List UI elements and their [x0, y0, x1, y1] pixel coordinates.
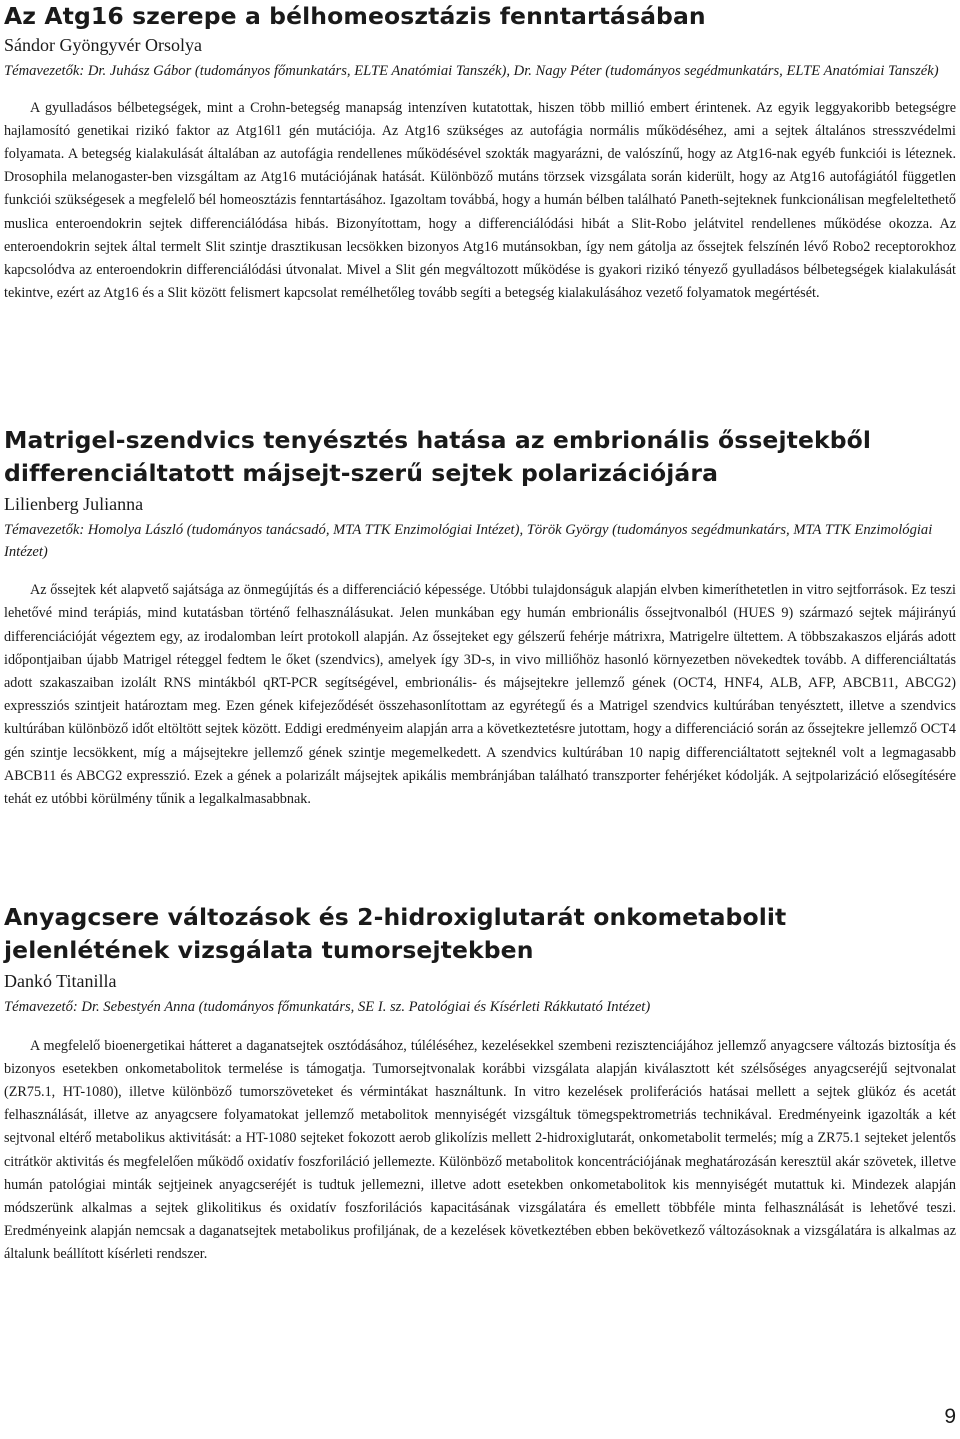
- article-abstract: Az őssejtek két alapvető sajátsága az önmegújítás és a differenciáció képessége. Utóbbi tulajdonságuk alapján elvben kimeríthetetlen in vitro sejtforrások. Ez teszi lehetővé mind terápiás, mind kutatásban történő felhasználásukat. Jelen munkában egy humán embrionális őssejtvonalból (HUES 9) származó sejtek májirányú differenciációját végeztem egy, az irodalomban leírt protokoll alapján. Az őssejteket egy gélszerű fehérje mátrixra, Matrigelre ültettem. A többszakaszos eljárás adott időpontjaiban újabb Matrigel réteggel fedtem le őket (szendvics), amelyek így 3D-s, in vivo milliőhöz hasonló környezetben növekedtek tovább. A differenciáltatás adott szakaszaiban izolált RNS mintákból qRT-PCR segítségével, embrionális- és májsejtekre jellemző gének (OCT4, HNF4, ALB, AFP, ABCB11, ABCG2) expressziós szintjeit határoztam meg. Ezen gének kifejeződését összehasonlítottam az egyrétegű és a Matrigel szendvics kultúrában tenyésztett, illetve a szendvics kultúrában különböző időt eltöltött sejtek között. Eddigi eredményeim alapján arra a következtetésre jutottam, hogy a differenciáció során az őssejtekre jellemző OCT4 gén szintje lecsökkent, míg a májsejtekre jellemző gének szintje megemelkedett. A szendvics kultúrában 10 napig differenciáltatott sejteknél volt a legmagasabb ABCB11 és ABCG2 expresszió. Ezek a gének a polarizált májsejtek apikális membránjában található transzporter fehérjéket kódolják. A sejtpolarizáció elősegítésére tehát ez utóbbi körülmény tűnik a legalkalmasabbnak.: [4, 582, 956, 808]
- article-author: Sándor Gyöngyvér Orsolya: [4, 35, 202, 55]
- article-title: Az Atg16 szerepe a bélhomeosztázis fenntartásában: [4, 2, 706, 30]
- article-metabolism: [4, 901, 956, 1267]
- article-atg16: [4, 0, 956, 305]
- article-title: Matrigel-szendvics tenyésztés hatása az embrionális őssejtekből differenciáltatott májsejt-szerű sejtek polarizációjára: [4, 426, 872, 487]
- article-supervisor: Témavezetők: Dr. Juhász Gábor (tudományos főmunkatárs, ELTE Anatómiai Tanszék), Dr. Nagy Péter (tudományos segédmunkatárs, ELTE Anatómiai Tanszék): [4, 63, 939, 79]
- article-supervisor: Témavezető: Dr. Sebestyén Anna (tudományos főmunkatárs, SE I. sz. Patológiai és Kísérleti Rákkutató Intézet): [4, 999, 651, 1015]
- article-abstract: A gyulladásos bélbetegségek, mint a Crohn-betegség manapság intenzíven kutatottak, hiszen több millió embert érintenek. Az egyik leggyakoribb betegségre hajlamosító genetikai rizikó faktor az Atg16l1 gén mutációja. Az Atg16 szükséges az autofágia normális működéséhez, ami a sejtek általános stresszvédelmi folyamata. A betegség kialakulását általában az autofágia rendellenes működésével szokták magyarázni, de valószínű, hogy az Atg16-nak egyéb funkciói is léteznek. Drosophila melanogaster-ben vizsgáltam az Atg16 mutációjának hatását. Különböző mutáns törzsek vizsgálata során kiderült, hogy az Atg16 autofágiától független funkciói szükségesek a megfelelő bél homeosztázis fenntartásához. Igazoltam továbbá, hogy a humán bélben található Paneth-sejteknek funkcionálisan megfeleltethető muslica enteroendokrin sejtek differenciálódása hibás. Bizonyítottam, hogy a differenciálódási hibát a Slit-Robo jelátvitel rendellenes működése okozza. Az enteroendokrin sejtek által termelt Slit szintje drasztikusan lecsökken bizonyos Atg16 mutánsokban, így nem gátolja az őssejtek felszínén lévő Robo2 receptorokhoz kapcsolódva az enteroendokrin differenciálódási útvonalat. Mivel a Slit gén megváltozott működése is gyakori rizikó tényező gyulladásos bélbetegségek kialakulását tekintve, ezért az Atg16 és a Slit között felismert kapcsolat remélhetőleg tovább segíti a betegség kialakulásához vezető folyamatok megértését.: [4, 99, 956, 302]
- page-number: 9: [944, 1405, 956, 1428]
- article-author: Lilienberg Julianna: [4, 494, 144, 514]
- article-matrigel: [4, 424, 956, 811]
- article-supervisor: Témavezetők: Homolya László (tudományos tanácsadó, MTA TTK Enzimológiai Intézet), Török György (tudományos segédmunkatárs, MTA TTK Enzimológiai Intézet): [4, 522, 933, 560]
- article-author: Dankó Titanilla: [4, 971, 117, 991]
- article-title: Anyagcsere változások és 2-hidroxiglutarát onkometabolit jelenlétének vizsgálata tumorsejtekben: [4, 903, 787, 964]
- article-abstract: A megfelelő bioenergetikai hátteret a daganatsejtek osztódásához, túléléséhez, kezelésekkel szembeni rezisztenciájához jellemző anyagcsere változás biztosítja és bizonyos esetekben onkometabolitok termelése is támogatja. Tumorsejtvonalak korábbi vizsgálata alapján kiválasztott két szélsőséges anyagcseréjű sejtvonalat (ZR75.1, HT-1080), illetve különböző tumorszöveteket és vérmintákat használtunk. In vitro kezelések proliferációs hatásai mellett a sejtek glükóz és acetát felhasználását, illetve az anyagcsere folyamatokat jellemző metabolitok mennyiségét vizsgáltuk tömegspektrometriás technikával. Eredményeink igazolták a két sejtvonal eltérő metabolikus aktivitását: a HT-1080 sejteket fokozott aerob glikolízis mellett 2-hidroxiglutarát, onkometabolit termelés; míg a ZR75.1 sejteket jelentős citrátkör aktivitás és megfelelően működő oxidatív foszforiláció jellemezte. Különböző metabolitok koncentrációjának meghatározásán keresztül akár szövetek, illetve humán patológiai minták sejtjeinek anyagcseréjét is tudtuk jellemezni, illetve adott esetekben onkometabolitok kis mennyiségét mutattuk ki. Mindezek alapján módszerünk alkalmas a sejtek glikolitikus és oxidatív foszforilációs kapacitásának vizsgálatára és emellett többféle minta felhasználását is lehetővé teszi. Eredményeink alapján nemcsak a daganatsejtek metabolikus profiljának, de a kezelések következtében ebben bekövetkező változásoknak a vizsgálatára is alkalmas az általunk beállított kísérleti rendszer.: [4, 1037, 956, 1263]
